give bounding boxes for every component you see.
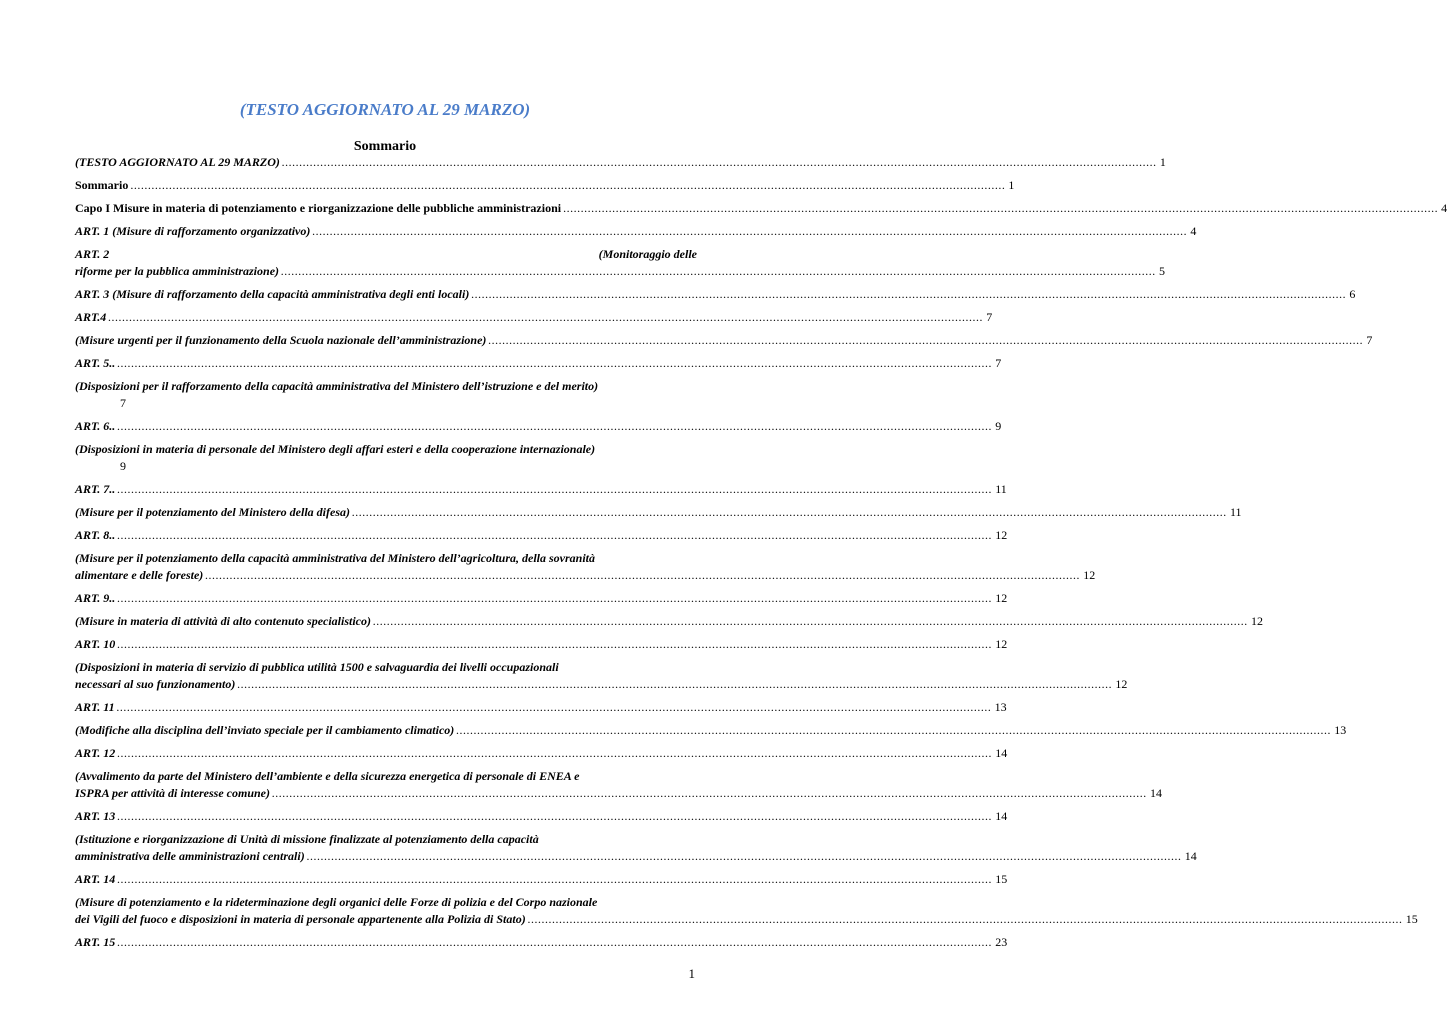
toc-entry-page: 4 — [1441, 201, 1447, 215]
toc-entry-page: 12 — [995, 637, 1008, 651]
toc-entry-page: 4 — [1190, 224, 1197, 238]
dot-leader: .......................................................................................................................................................................................................................................................... — [117, 591, 993, 605]
toc-entry[interactable] — [75, 831, 1197, 865]
toc-entry-page: 15 — [995, 872, 1008, 886]
toc-entry-page: 14 — [1150, 786, 1163, 800]
toc-entry[interactable] — [75, 355, 1002, 372]
toc-entry-page: 12 — [1251, 614, 1264, 628]
toc-entry[interactable] — [75, 659, 1128, 693]
toc-entry-page: 23 — [995, 935, 1008, 949]
toc-entry-text-cont: ISPRA per attività di interesse comune) — [75, 786, 271, 800]
toc-entry-text: ART. 3 (Misure di rafforzamento della capacità amministrativa degli enti locali) — [75, 287, 470, 301]
dot-leader: .......................................................................................................................................................................................................................................................... — [108, 310, 984, 324]
toc-entry-text: (Disposizioni in materia di personale del Ministero degli affari esteri e della cooperazione internazionale) — [75, 442, 596, 456]
dot-leader: .......................................................................................................................................................................................................................................................... — [352, 505, 1227, 519]
dot-leader: .......................................................................................................................................................................................................................................................... — [373, 614, 1249, 628]
toc-entry-text-right: (Monitoraggio delle — [598, 247, 697, 261]
toc-entry-text: ART.4 — [75, 310, 107, 324]
toc-entry-page: 14 — [995, 809, 1008, 823]
toc-entry[interactable] — [75, 309, 993, 326]
toc-entry[interactable] — [75, 590, 1008, 607]
dot-leader: .......................................................................................................................................................................................................................................................... — [281, 264, 1157, 278]
toc-entry-page: 15 — [1405, 912, 1418, 926]
toc-entry-text: ART. 13 — [75, 809, 116, 823]
toc-entry-text: ART. 11 — [75, 700, 115, 714]
toc-entry-text: (Avvalimento da parte del Ministero dell’ambiente e della sicurezza energetica di personale di ENEA e — [75, 769, 580, 783]
toc-entry[interactable] — [75, 934, 1008, 951]
dot-leader: .......................................................................................................................................................................................................................................................... — [237, 677, 1113, 691]
toc-entry-text: ART. 12 — [75, 746, 116, 760]
toc-entry[interactable] — [75, 699, 1007, 716]
toc-entry-text: ART. 14 — [75, 872, 116, 886]
toc-entry[interactable] — [75, 246, 1166, 280]
toc-entry-page: 5 — [1159, 264, 1166, 278]
toc-entry[interactable] — [75, 481, 1007, 498]
toc-entry-page: 9 — [995, 419, 1002, 433]
dot-leader: .......................................................................................................................................................................................................................................................... — [117, 935, 993, 949]
toc-entry-text: (Misure per il potenziamento del Ministero della difesa) — [75, 505, 350, 519]
toc-entry-text: (Misure in materia di attività di alto contenuto specialistico) — [75, 614, 372, 628]
toc-entry-text-cont: riforme per la pubblica amministrazione) — [75, 264, 280, 278]
toc-entry-text: ART. 6.. — [75, 419, 116, 433]
dot-leader: .......................................................................................................................................................................................................................................................... — [130, 178, 1006, 192]
toc-entry-text: (TESTO AGGIORNATO AL 29 MARZO) — [75, 155, 280, 169]
toc-entry-page: 12 — [1115, 677, 1128, 691]
toc-entry[interactable] — [75, 378, 697, 412]
dot-leader: .......................................................................................................................................................................................................................................................... — [312, 224, 1188, 238]
toc-entry-text: ART. 15 — [75, 935, 116, 949]
toc-entry[interactable] — [75, 418, 1002, 435]
toc-entry[interactable] — [75, 527, 1008, 544]
toc-entry-text-cont: alimentare e delle foreste) — [75, 568, 204, 582]
toc-entry-page: 12 — [995, 591, 1008, 605]
toc-entry-text-cont: dei Vigili del fuoco e disposizioni in materia di personale appartenente alla Polizia di Stato) — [75, 912, 526, 926]
toc-entry[interactable] — [75, 745, 1008, 762]
toc-entry-page: 13 — [994, 700, 1007, 714]
dot-leader: .......................................................................................................................................................................................................................................................... — [117, 637, 993, 651]
toc-entry-text: ART. 8.. — [75, 528, 116, 542]
dot-leader: .......................................................................................................................................................................................................................................................... — [117, 746, 993, 760]
dot-leader: .......................................................................................................................................................................................................................................................... — [205, 568, 1081, 582]
dot-leader: .......................................................................................................................................................................................................................................................... — [563, 201, 1439, 215]
toc-entry-page: 7 — [995, 356, 1002, 370]
toc-entry-text: ART. 9.. — [75, 591, 116, 605]
toc-entry[interactable] — [75, 871, 1008, 888]
toc-entry-page: 7 — [120, 396, 126, 410]
dot-leader: .......................................................................................................................................................................................................................................................... — [456, 723, 1332, 737]
toc-entry[interactable] — [75, 636, 1008, 653]
toc-entry-page: 11 — [995, 482, 1007, 496]
dot-leader: .......................................................................................................................................................................................................................................................... — [117, 356, 993, 370]
toc-entry-text-cont: amministrativa delle amministrazioni centrali) — [75, 849, 305, 863]
toc-entry[interactable] — [75, 200, 1447, 217]
dot-leader: .......................................................................................................................................................................................................................................................... — [117, 872, 993, 886]
toc-entry-text: ART. 10 — [75, 637, 116, 651]
toc-entry[interactable] — [75, 613, 1264, 630]
toc-entry-text: ART. 2 — [75, 247, 110, 261]
toc-entry[interactable] — [75, 177, 1015, 194]
dot-leader: .......................................................................................................................................................................................................................................................... — [281, 155, 1157, 169]
toc-entry-page: 9 — [120, 459, 126, 473]
dot-leader: .......................................................................................................................................................................................................................................................... — [116, 700, 992, 714]
dot-leader: .......................................................................................................................................................................................................................................................... — [471, 287, 1347, 301]
toc-entry-text: ART. 1 (Misure di rafforzamento organizzativo) — [75, 224, 311, 238]
toc-entry-text: Capo I Misure in materia di potenziamento e riorganizzazione delle pubbliche amministrazioni — [75, 201, 562, 215]
toc-entry-text: (Misure di potenziamento e la rideterminazione degli organici delle Forze di polizia e del Corpo nazionale — [75, 895, 598, 909]
table-of-contents — [75, 154, 1447, 951]
toc-entry[interactable] — [75, 722, 1347, 739]
toc-entry[interactable] — [75, 286, 1356, 303]
toc-entry[interactable] — [75, 504, 1242, 521]
toc-entry-page: 7 — [1366, 333, 1373, 347]
toc-entry-text: ART. 5.. — [75, 356, 116, 370]
toc-entry-page: 14 — [1184, 849, 1197, 863]
toc-entry-text: (Disposizioni in materia di servizio di pubblica utilità 1500 e salvaguardia dei livelli occupazionali — [75, 660, 559, 674]
dot-leader: .......................................................................................................................................................................................................................................................... — [117, 528, 993, 542]
toc-entry-page: 6 — [1349, 287, 1356, 301]
toc-entry[interactable] — [75, 768, 1163, 802]
toc-entry-page: 13 — [1334, 723, 1347, 737]
dot-leader: .......................................................................................................................................................................................................................................................... — [272, 786, 1148, 800]
toc-entry-text: ART. 7.. — [75, 482, 116, 496]
toc-entry-text: (Misure per il potenziamento della capacità amministrativa del Ministero dell’agricoltura, della sovranità — [75, 551, 596, 565]
toc-entry[interactable] — [75, 332, 1373, 349]
toc-entry-page: 14 — [995, 746, 1008, 760]
dot-leader: .......................................................................................................................................................................................................................................................... — [306, 849, 1182, 863]
toc-entry-page: 11 — [1230, 505, 1242, 519]
toc-entry[interactable] — [75, 154, 1166, 171]
toc-entry-text: (Modifiche alla disciplina dell’inviato speciale per il cambiamento climatico) — [75, 723, 455, 737]
toc-entry-page: 1 — [1008, 178, 1015, 192]
toc-heading: Sommario — [353, 139, 417, 154]
toc-entry-text: (Disposizioni per il rafforzamento della capacità amministrativa del Ministero dell’istruzione e del merito) — [75, 379, 599, 393]
toc-entry[interactable] — [75, 808, 1008, 825]
toc-entry[interactable] — [75, 223, 1197, 240]
toc-entry-page: 1 — [1159, 155, 1166, 169]
toc-entry-page: 7 — [986, 310, 993, 324]
toc-entry[interactable] — [75, 894, 1418, 928]
toc-entry-page: 12 — [1083, 568, 1096, 582]
toc-entry[interactable] — [75, 550, 1096, 584]
toc-entry-text: (Istituzione e riorganizzazione di Unità di missione finalizzate al potenziamento della capacità — [75, 832, 539, 846]
toc-entry[interactable] — [75, 441, 697, 475]
toc-entry-text-cont: necessari al suo funzionamento) — [75, 677, 236, 691]
dot-leader: .......................................................................................................................................................................................................................................................... — [117, 419, 993, 433]
toc-entry-text: Sommario — [75, 178, 129, 192]
dot-leader: .......................................................................................................................................................................................................................................................... — [488, 333, 1364, 347]
page-number: 1 — [688, 966, 695, 981]
toc-entry-text: (Misure urgenti per il funzionamento della Scuola nazionale dell’amministrazione) — [75, 333, 487, 347]
dot-leader: .......................................................................................................................................................................................................................................................... — [117, 482, 993, 496]
dot-leader: .......................................................................................................................................................................................................................................................... — [117, 809, 993, 823]
dot-leader: .......................................................................................................................................................................................................................................................... — [527, 912, 1403, 926]
toc-entry-page: 12 — [995, 528, 1008, 542]
document-title: (TESTO AGGIORNATO AL 29 MARZO) — [239, 100, 531, 119]
